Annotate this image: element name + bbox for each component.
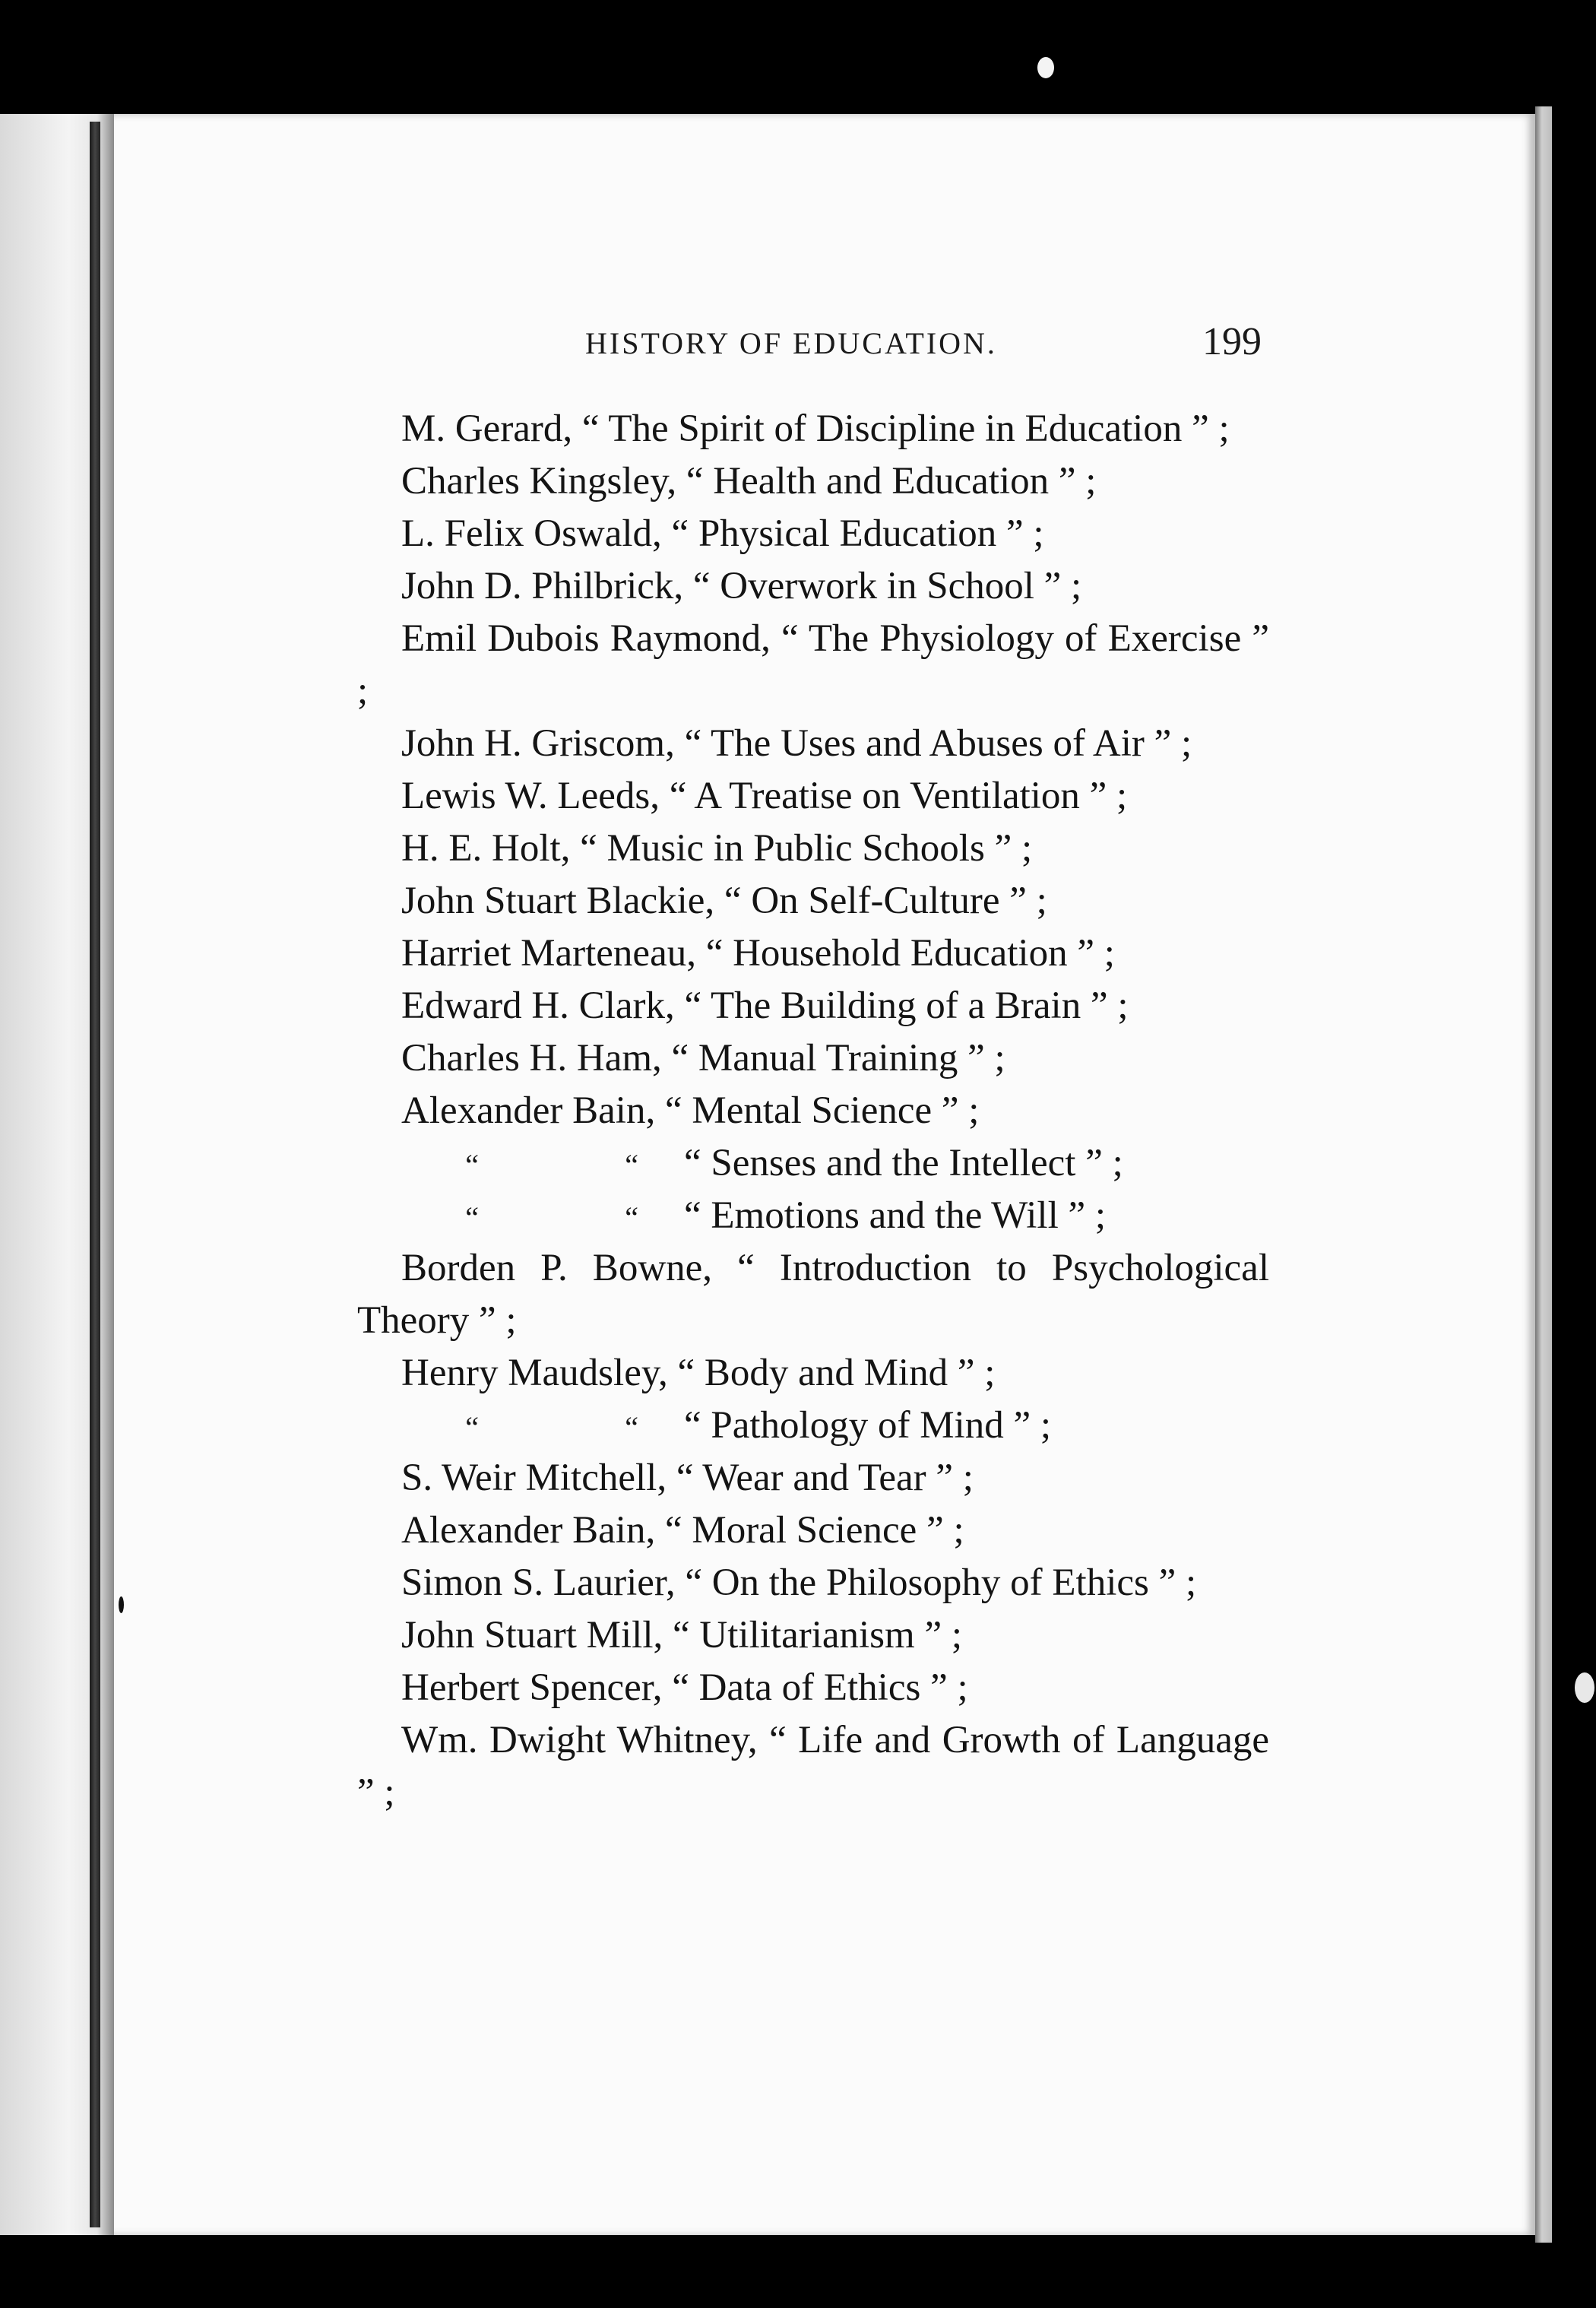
list-item: Simon S. Laurier, “ On the Philosophy of Ethics ” ; [401, 1561, 1197, 1604]
list-item: H. E. Holt, “ Music in Public Schools ” ; [401, 827, 1033, 870]
ditto-mark: “ [625, 1148, 638, 1182]
ditto-title: “ Pathology of Mind ” ; [684, 1404, 1052, 1447]
running-title: HISTORY OF EDUCATION. [585, 326, 997, 360]
list-item: John H. Griscom, “ The Uses and Abuses of Air ” ; [401, 722, 1192, 765]
scan-speck [1037, 57, 1054, 78]
list-item: John Stuart Mill, “ Utilitarianism ” ; [401, 1614, 963, 1656]
ditto-mark: “ [465, 1200, 479, 1235]
scan-speck [1575, 1672, 1594, 1703]
page-number: 199 [1202, 320, 1262, 363]
list-item: Borden P. Bowne, “ Introduction to Psychological Theory ” ; [357, 1247, 1269, 1342]
page-edge [1535, 106, 1552, 2243]
spine-shadow [90, 122, 100, 2227]
list-item: L. Felix Oswald, “ Physical Education ” ; [401, 512, 1044, 555]
list-item: Emil Dubois Raymond, “ The Physiology of Exercise ” ; [357, 617, 1269, 712]
bibliography-list [357, 403, 1269, 1819]
list-item: S. Weir Mitchell, “ Wear and Tear ” ; [401, 1457, 974, 1499]
list-item: Charles H. Ham, “ Manual Training ” ; [401, 1037, 1005, 1079]
ditto-mark: “ [625, 1200, 638, 1235]
ditto-mark: “ [625, 1410, 638, 1444]
list-item: Lewis W. Leeds, “ A Treatise on Ventilation ” ; [401, 775, 1128, 817]
list-item: Harriet Marteneau, “ Household Education ” ; [401, 932, 1115, 975]
list-item: Wm. Dwight Whitney, “ Life and Growth of Language ” ; [357, 1719, 1269, 1814]
scan-speck [119, 1596, 124, 1613]
ditto-item [357, 1400, 1269, 1452]
ditto-title: “ Senses and the Intellect ” ; [684, 1142, 1123, 1184]
ditto-mark: “ [465, 1410, 479, 1444]
list-item: M. Gerard, “ The Spirit of Discipline in Education ” ; [401, 407, 1230, 450]
ditto-item [357, 1190, 1269, 1242]
list-item: Charles Kingsley, “ Health and Education ” ; [401, 460, 1097, 502]
ditto-item [357, 1137, 1269, 1190]
list-item: Henry Maudsley, “ Body and Mind ” ; [401, 1352, 996, 1394]
list-item: Herbert Spencer, “ Data of Ethics ” ; [401, 1666, 968, 1709]
ditto-mark: “ [465, 1148, 479, 1182]
page-header [471, 319, 1262, 373]
list-item: Edward H. Clark, “ The Building of a Brain ” ; [401, 984, 1129, 1027]
list-item: Alexander Bain, “ Mental Science ” ; [401, 1089, 980, 1132]
list-item: John Stuart Blackie, “ On Self-Culture ” ; [401, 880, 1047, 922]
list-item: John D. Philbrick, “ Overwork in School ” ; [401, 565, 1082, 607]
list-item: Alexander Bain, “ Moral Science ” ; [401, 1509, 964, 1552]
ditto-title: “ Emotions and the Will ” ; [684, 1194, 1107, 1237]
